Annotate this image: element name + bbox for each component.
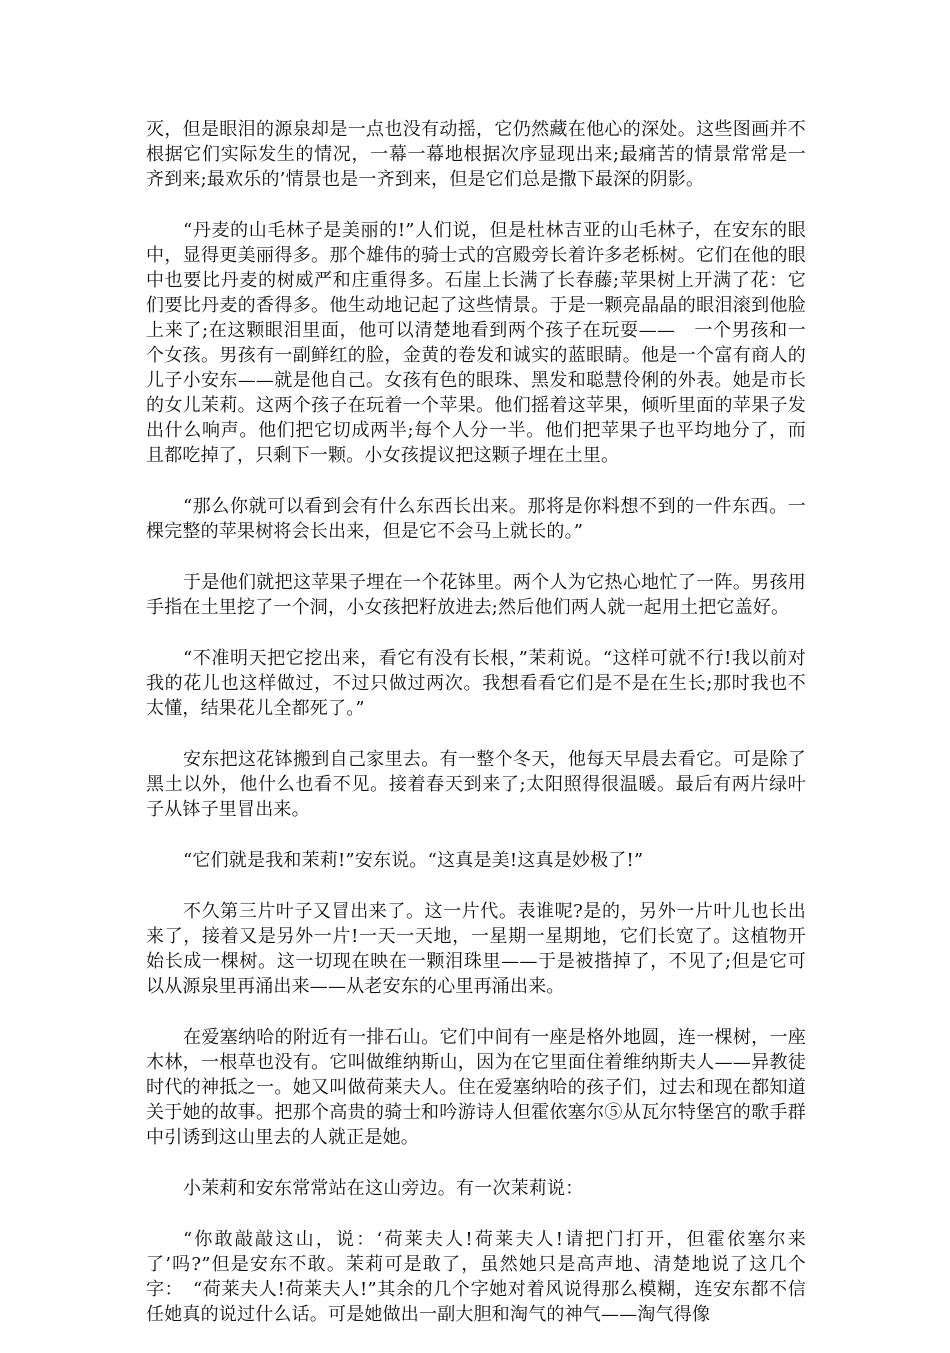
paragraph: 不久第三片叶子又冒出来了。这一片代。表谁呢?是的，另外一片叶儿也长出来了，接着又是另外一片!一天一天地，一星期一星期地，它们长宽了。这植物开始长成一棵树。这一切现在映在一颗泪珠里——于是被揩掉了，不见了;但是它可以从源泉里再涌出来——从老安东的心里再涌出来。 [146,901,806,997]
paragraph: 于是他们就把这苹果子埋在一个花钵里。两个人为它热心地忙了一阵。男孩用手指在土里挖了一个洞，小女孩把籽放进去;然后他们两人就一起用土把它盖好。 [146,572,806,618]
paragraph: “你敢敲敲这山，说：‘荷莱夫人!荷莱夫人!请把门打开，但霍依塞尔来了’吗?”但是安东不敢。茉莉可是敢了，虽然她只是高声地、清楚地说了这几个字： “荷莱夫人!荷莱夫人!”其余的几个字她对着风说得那么模糊，连安东都不信任她真的说过什么话。可是她做出一副大胆和淘气的神气——淘气得像 [146,1229,806,1325]
paragraph: “不准明天把它挖出来，看它有没有长根，”茉莉说。“这样可就不行!我以前对我的花儿也这样做过，不过只做过两次。我想看看它们是不是在生长;那时我也不太懂，结果花儿全都死了。” [146,648,806,719]
paragraph: 小茉莉和安东常常站在这山旁边。有一次茉莉说： [183,1178,584,1199]
paragraph: “丹麦的山毛林子是美丽的!”人们说，但是杜林吉亚的山毛林子，在安东的眼中，显得更美丽得多。那个雄伟的骑士式的宫殿旁长着许多老栎树。它们在他的眼中也要比丹麦的树威严和庄重得多。石崖上长满了长春藤;苹果树上开满了花：它们要比丹麦的香得多。他生动地记起了这些情景。于是一颗亮晶晶的眼泪滚到他脸上来了;在这颗眼泪里面，他可以清楚地看到两个孩子在玩耍—— 一个男孩和一个女孩。男孩有一副鲜红的脸，金黄的卷发和诚实的蓝眼睛。他是一个富有商人的儿子小安东——就是他自己。女孩有色的眼珠、黑发和聪慧伶俐的外表。她是市长的女儿茉莉。这两个孩子在玩着一个苹果。他们摇着这苹果，倾听里面的苹果子发出什么响声。他们把它切成两半;每个人分一半。他们把苹果子也平均地分了，而且都吃掉了，只剩下一颗。小女孩提议把这颗子埋在土里。 [146,220,806,466]
document-body [146,117,806,1353]
paragraph: “那么你就可以看到会有什么东西长出来。那将是你料想不到的一件东西。一棵完整的苹果树将会长出来，但是它不会马上就长的。” [146,496,806,542]
paragraph: 灭，但是眼泪的源泉却是一点也没有动摇，它仍然藏在他心的深处。这些图画并不根据它们实际发生的情况，一幕一幕地根据次序显现出来;最痛苦的情景常常是一齐到来;最欢乐的’情景也是一齐到来，但是它们总是撒下最深的阴影。 [146,119,806,190]
paragraph: “它们就是我和茉莉!”安东说。“这真是美!这真是妙极了!” [183,850,644,871]
paragraph: 在爱塞纳哈的附近有一排石山。它们中间有一座是格外地圆，连一棵树，一座木林，一根草也没有。它叫做维纳斯山，因为在它里面住着维纳斯夫人——异教徒时代的神抵之一。她又叫做荷莱夫人。住在爱塞纳哈的孩子们，过去和现在都知道关于她的故事。把那个高贵的骑士和吟游诗人但霍依塞尔⑤从瓦尔特堡宫的歌手群中引诱到这山里去的人就正是她。 [146,1027,806,1148]
paragraph: 安东把这花钵搬到自己家里去。有一整个冬天，他每天早晨去看它。可是除了黑土以外，他什么也看不见。接着春天到来了;太阳照得很温暖。最后有两片绿叶子从钵子里冒出来。 [146,749,806,820]
